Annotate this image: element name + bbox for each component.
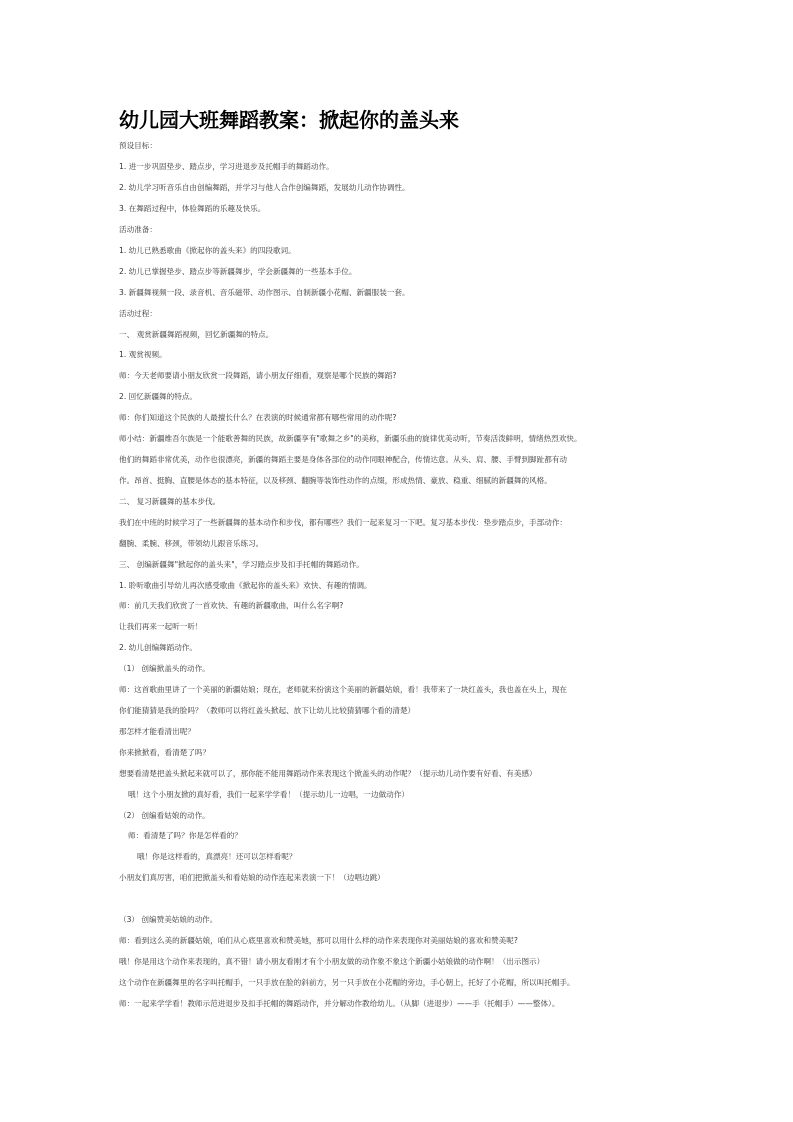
- step-heading: 一、 观赏新疆舞蹈视频，回忆新疆舞的特点。: [119, 330, 274, 339]
- body-line: 2. 幼儿创编舞蹈动作。: [119, 643, 198, 652]
- body-line: 哦！你是用这个动作来表现的，真不错！请小朋友看刚才有个小朋友做的动作象不象这个新疆小姑娘做的动作啊！（出示图示）: [119, 957, 545, 966]
- preparation-item: 2. 幼儿已掌握垫步、踏点步等新疆舞步，学会新疆舞的一些基本手位。: [119, 267, 357, 276]
- body-line: 1. 聆听歌曲引导幼儿再次感受歌曲《掀起你的盖头来》欢快、有趣的情调。: [119, 581, 372, 590]
- body-line: 师小结：新疆维吾尔族是一个能歌善舞的民族，故新疆享有"歌舞之乡"的美称，新疆乐曲的旋律优美动听，节奏活泼鲜明，情绪热烈欢快。: [119, 434, 582, 443]
- goal-item: 3. 在舞蹈过程中，体验舞蹈的乐趣及快乐。: [119, 204, 266, 213]
- body-line: 1. 观赏视频。: [119, 350, 167, 359]
- body-line: 师：你们知道这个民族的人最擅长什么？在表演的时候通常都有哪些常用的动作呢?: [119, 413, 397, 422]
- body-line: 师：一起来学学看！教师示范进退步及扣手托帽的舞蹈动作，并分解动作教给幼儿。（从脚（进退步）——手（托帽手）——整体）。: [119, 999, 560, 1008]
- goal-item: 2. 幼儿学习听音乐自由创编舞蹈，并学习与他人合作创编舞蹈，发展幼儿动作协调性。: [119, 183, 410, 192]
- preparation-item: 3. 新疆舞视频一段、录音机、音乐磁带、动作图示、自制新疆小花帽、新疆服装一套。: [119, 288, 410, 297]
- body-line: 这个动作在新疆舞里的名字叫托帽手，一只手放在脸的斜前方，另一只手放在小花帽的旁边，手心朝上，托好了小花帽，所以叫托帽手。: [119, 978, 575, 987]
- body-line: 我们在中班的时候学习了一些新疆舞的基本动作和步伐，都有哪些？我们一起来复习一下吧。复习基本步伐：垫步踏点步，手部动作：: [119, 518, 568, 527]
- body-line: 哦！这个小朋友掀的真好看，我们一起来学学看！（提示幼儿一边唱，一边做动作）: [128, 790, 409, 799]
- step-heading: 三、 创编新疆舞"掀起你的盖头来"，学习踏点步及扣手托帽的舞蹈动作。: [119, 560, 364, 569]
- body-line: 让我们再来一起听一听！: [119, 622, 203, 631]
- body-line: 小朋友们真厉害，咱们把掀盖头和看姑娘的动作连起来表演一下！（边唱边跳）: [119, 873, 385, 882]
- sub-heading: （1） 创编掀盖头的动作。: [119, 664, 210, 673]
- section-heading: 预设目标：: [119, 141, 157, 150]
- body-line: 翻腕、柔腕、移颈，带领幼儿跟音乐练习。: [119, 539, 264, 548]
- body-line: 师：看清楚了吗？你是怎样看的？: [128, 831, 242, 840]
- body-line: 作。昂首、挺胸、直腰是体态的基本特征，以及移颈、翻腕等装饰性动作的点缀，形成热情、豪放、稳重、细腻的新疆舞的风格。: [119, 476, 552, 485]
- sub-heading: （2） 创编看姑娘的动作。: [119, 811, 210, 820]
- section-heading: 活动准备：: [119, 225, 157, 234]
- document-title: 幼儿园大班舞蹈教案：掀起你的盖头来: [119, 108, 459, 132]
- body-line: 哦！你是这样看的，真漂亮！还可以怎样看呢？: [137, 852, 297, 861]
- body-line: 师：这首歌曲里讲了一个美丽的新疆姑娘；现在，老师就来扮演这个美丽的新疆姑娘，看！我带来了一块红盖头，我也盖在头上，现在: [119, 685, 568, 694]
- body-line: 你们能猜猜是我的脸吗？（教师可以将红盖头掀起、放下让幼儿比较猜猜哪个看的清楚）: [119, 706, 416, 715]
- step-heading: 二、 复习新疆舞的基本步伐。: [119, 497, 221, 506]
- preparation-item: 1. 幼儿已熟悉歌曲《掀起你的盖头来》的四段歌词。: [119, 246, 296, 255]
- body-line: 师：看到这么美的新疆姑娘，咱们从心底里喜欢和赞美她，那可以用什么样的动作来表现你对美丽姑娘的喜欢和赞美呢?: [119, 936, 518, 945]
- body-line: 你来掀掀看，看清楚了吗？: [119, 748, 211, 757]
- section-heading: 活动过程：: [119, 309, 157, 318]
- body-line: 2. 回忆新疆舞的特点。: [119, 392, 198, 401]
- body-line: 师：前几天我们欣赏了一首欢快、有趣的新疆歌曲，叫什么名字啊?: [119, 601, 344, 610]
- body-line: 师：今天老师要请小朋友欣赏一段舞蹈，请小朋友仔细看，观察是哪个民族的舞蹈?: [119, 371, 397, 380]
- body-line: 想要看清楚把盖头掀起来就可以了，那你能不能用舞蹈动作来表现这个掀盖头的动作呢？（提示幼儿动作要有好看、有美感）: [119, 769, 537, 778]
- body-line: 那怎样才能看清出呢？: [119, 727, 195, 736]
- goal-item: 1. 进一步巩固垫步、踏点步，学习进退步及托帽手的舞蹈动作。: [119, 162, 334, 171]
- body-line: 他们的舞蹈非常优美，动作也很漂亮，新疆的舞蹈主要是身体各部位的动作同眼神配合，传情达意。从头、肩、腰、手臂到脚趾都有动: [119, 455, 568, 464]
- sub-heading: （3） 创编赞美姑娘的动作。: [119, 915, 218, 924]
